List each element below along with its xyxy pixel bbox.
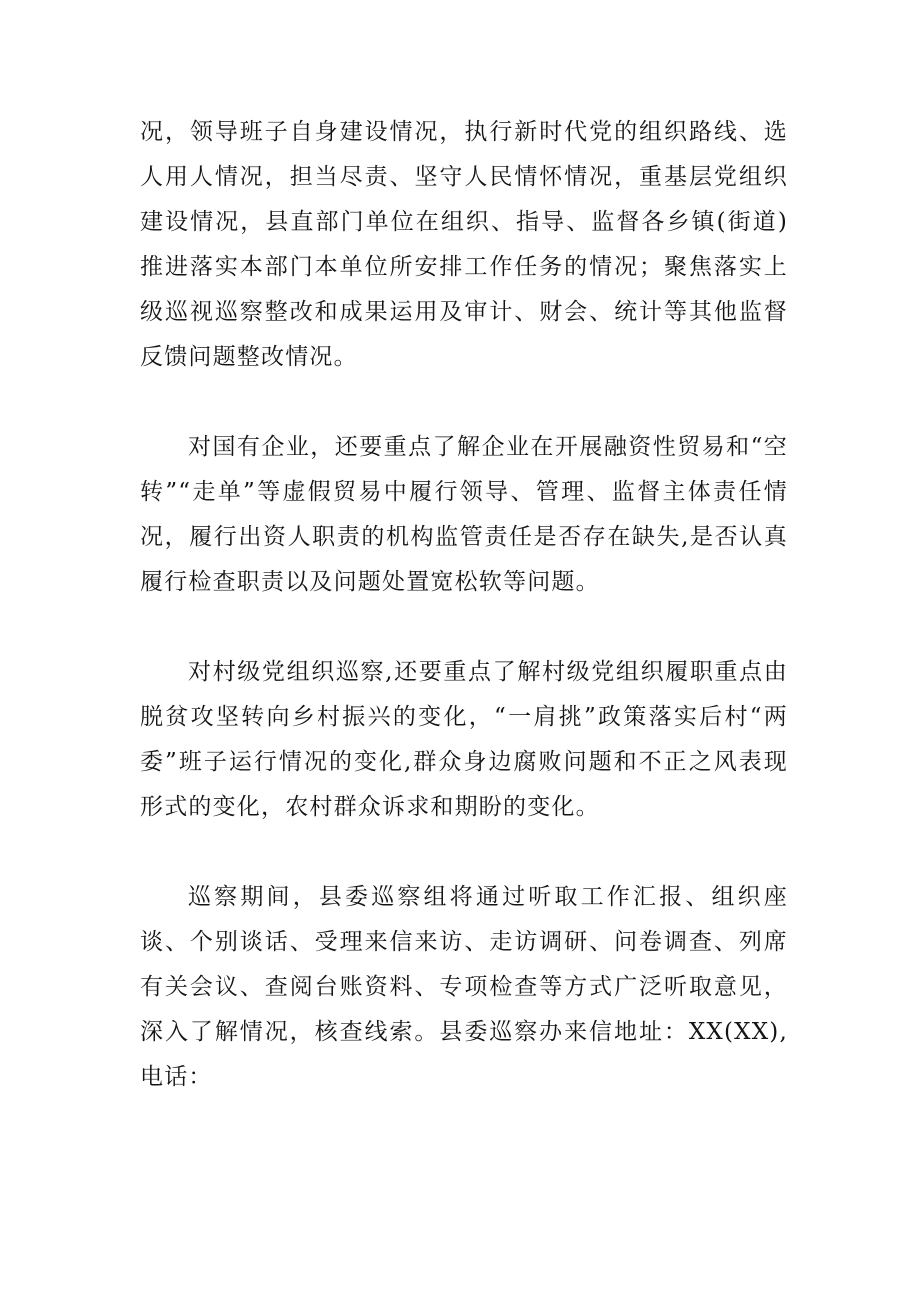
document-body [140, 110, 788, 1100]
paragraph-inspection-content-continued: 况，领导班子自身建设情况，执行新时代党的组织路线、选人用人情况，担当尽责、坚守人民情怀情况，重基层党组织建设情况，县直部门单位在组织、指导、监督各乡镇(街道)推进落实本部门本单位所安排工作任务的情况；聚焦落实上级巡视巡察整改和成果运用及审计、财会、统计等其他监督反馈问题整改情况。 [140, 119, 788, 370]
paragraph-state-owned-enterprises: 对国有企业，还要重点了解企业在开展融资性贸易和“空转”“走单”等虚假贸易中履行领导、管理、监督主体责任情况，履行出资人职责的机构监管责任是否存在缺失,是否认真履行检查职责以及问题处置宽松软等问题。 [140, 434, 788, 595]
paragraph-village-party-organizations: 对村级党组织巡察,还要重点了解村级党组织履职重点由脱贫攻坚转向乡村振兴的变化，“一肩挑”政策落实后村“两委”班子运行情况的变化,群众身边腐败问题和不正之风表现形式的变化，农村群众诉求和期盼的变化。 [140, 659, 788, 820]
paragraph-inspection-period-contact: 巡察期间，县委巡察组将通过听取工作汇报、组织座谈、个别谈话、受理来信来访、走访调研、问卷调查、列席有关会议、查阅台账资料、专项检查等方式广泛听取意见，深入了解情况，核查线索。县委巡察办来信地址：XX(XX),电话： [140, 884, 788, 1090]
